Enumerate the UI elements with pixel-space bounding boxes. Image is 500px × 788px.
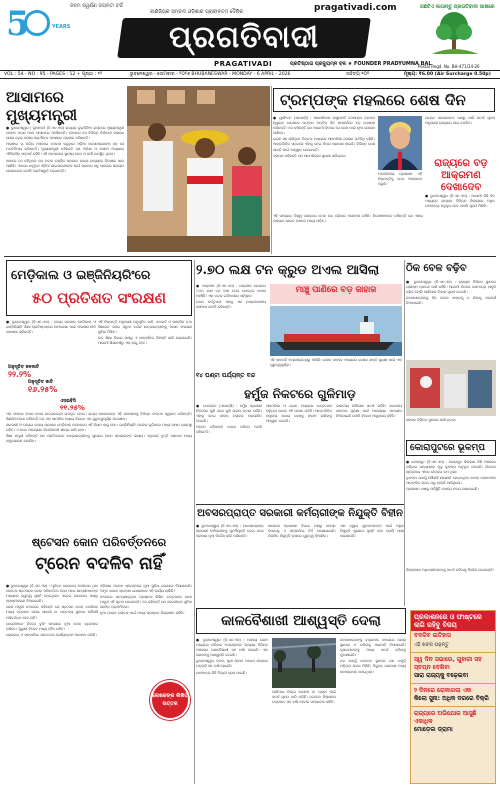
promo-item3-sub: ମୋଡ଼େଲ ଡ୍ରାମା (414, 726, 453, 733)
place-date: ଭୁବନେଶ୍ୱର - ସୋମବାର - ୨୦୨୬ BHUBANESWAR - MONDAY - 6 APRIL - 2026 (130, 72, 291, 77)
right1-caption: ସହରର ବିଭିନ୍ନ ସ୍ଥାନରେ ପାଣି ଛତ୍ର। (406, 418, 457, 422)
trump-headline: ଟ୍ରମ୍ପଙ୍କ ମହଲରେ ଶେଷ ଦିନ (273, 88, 495, 112)
promo-item1-title[interactable]: ସ୍ୱ ଦିନ ସଭାରେ, ଗୁହାରୀ ସହ ସ୍ବପ୍ନ ଦେଖିବା (414, 656, 482, 671)
newspaper-logo (117, 18, 371, 58)
oil-body-1: ● ପାରାଦୀପ (ବି.ଏନ.ଏସ) : ପାରାଦୀପ ବନ୍ଦରରେ ୨.୭୦ ଲକ୍ଷ ଟନ କଞ୍ଚା ତେଲ ବୋଝେଇ ଜାହାଜ ପହଞ୍ଚିଛି। ଏହା ବନ୍ଦର ଇତିହାସରେ ସର୍ବାଧିକ। ବନ୍ଦର କର୍ତ୍ତୃପକ୍ଷ ଏହାକୁ ଏକ ଉଲ୍ଲେଖନୀୟ ସଫଳତା ବୋଲି କହିଛନ୍ତି। (196, 284, 266, 310)
trump-body-mid: ଅମେରିକୀୟ ପ୍ରଶାସନ ଏହି ନିଷ୍ପତ୍ତିକୁ ନେଇ ଆଲୋଚନା କରୁଛି। (378, 172, 422, 187)
medical-body-2: ଏହି ନିଷ୍ପତ୍ତି ଅନୁଯାୟୀ ଅନୁସୂଚିତ ଜାତି, ଜନଜାତି ଓ ସାମାଜିକ ତଥା ଶିକ୍ଷାଗତ ଭାବେ ପଛୁଆ ବର୍ଗର ଛାତ୍ରଛାତ୍ରୀଙ୍କୁ ଆସନ ସଂରକ୍ଷଣ ସୁବିଧା ମିଳିବ। ଉଚ୍ଚ ଶିକ୍ଷା ବିଭାଗ ପକ୍ଷରୁ ଏ ସମ୍ପର୍କରେ ବିଜ୍ଞପ୍ତି ଜାରି କରାଯାଇଛି। ଆଗାମୀ ଶିକ୍ଷାବର୍ଷରୁ ଏହା ଲାଗୁ ହେବ। (98, 320, 192, 346)
right1-headline: ଠିକ ବେଳ ବଢ଼ିବ (406, 263, 467, 274)
tagline: ବାଣିଜ୍ୟିକ ସମ୍ବାଦ ଓଡ଼ିଶାର ପ୍ରାଚୀନତମ ଦୈନିକ (150, 9, 243, 15)
hormuz-headline: ହର୍ମୁଜ ନିକଟରେ ଗୁଳିମାଡ଼ (244, 387, 356, 401)
retired-body-2: ସାଧାରଣ ପ୍ରଶାସନ ବିଭାଗ ପକ୍ଷରୁ ସମସ୍ତ ବିଭାଗକୁ ଏ ସମ୍ପର୍କରେ ଚିଠି ଲେଖାଯାଇଛି। ନିୟମିତ ନିଯୁକ୍ତି ଉପରେ ଗୁରୁତ୍ୱ ଦିଆଯିବ। (268, 524, 336, 539)
promo-item2-sub: କିଲୋ ସୁନା: ଅଧିକ ଦରରେ ବିକ୍ରି (414, 695, 489, 702)
retired-body-3: ଏହା ଦ୍ୱାରା ଯୁବକମାନଙ୍କ ପାଇଁ ଅଧିକ ନିଯୁକ୍ତି ସୁଯୋଗ ସୃଷ୍ଟି ହେବ ବୋଲି ଆଶା କରାଯାଉଛି। (340, 524, 404, 539)
stat1-value: ୨୨.୨% (8, 370, 32, 379)
promo-item2-title[interactable]: ୨ ଦିନରେ ରୋକାଗଲା ଏକ (414, 687, 472, 694)
badge-ring-icon (24, 10, 50, 36)
assam-rally-photo (127, 86, 270, 252)
assam-body: ● ଭୁବନେଶ୍ୱର / ଗୁଆହାଟୀ (ବି.ଏନ.ଏସ) ରାଜ୍ୟର ଦୁଇଦିନିଆ ଗସ୍ତରେ ମୁଖ୍ୟମନ୍ତ୍ରୀ ମୋହନ ଚରଣ ମାଝୀ ଆସାମରେ ପହଞ୍ଚିଛନ୍ତି। ସେଠାରେ ସେ ବିଭିନ୍ନ ନିର୍ବାଚନୀ ସଭାରେ ଯୋଗ ଦେଇ ଦଳୀୟ ପ୍ରାର୍ଥୀଙ୍କ ସପକ୍ଷରେ ପ୍ରଚାର କରିଛନ୍ତି। ଆସାମର ଚା ବଗିଚା ଅଞ୍ଚଳରେ ବସବାସ କରୁଥିବା ଓଡ଼ିଆ ଜନସାଧାରଣଙ୍କ ସହ ସେ ମତବିନିମୟ କରିଛନ୍ତି। ମୁଖ୍ୟମନ୍ତ୍ରୀ କହିଛନ୍ତି ଯେ ଓଡ଼ିଶା ଓ ଆସାମ ମଧ୍ୟରେ ଐତିହାସିକ ସମ୍ପର୍କ ରହିଛି। ଏହି ଅବସରରେ ସ୍ଥାନୀୟ ନେତା ଓ କର୍ମୀ ଉପସ୍ଥିତ ଥିଲେ। ସଭାରେ ସେ କହିଥିଲେ ଯେ ଡବଲ ଇଞ୍ଜିନ ସରକାର ଉଭୟ ରାଜ୍ୟରେ ବିକାଶର ଧାରା ଆଣିଛି। ଏଠାରେ ରହୁଥିବା ଓଡ଼ିଆ ଭାଇଭଉଣୀଙ୍କ ପାଇଁ ସରକାର ସବୁ ପ୍ରକାର ସହାୟତା ଯୋଗାଇବେ ବୋଲି ପ୍ରତିଶ୍ରୁତି ଦେଇଛନ୍ତି। (6, 126, 124, 173)
retired-body-1: ● ଭୁବନେଶ୍ୱର (ବି.ଏନ.ଏସ) : ଅବସରପ୍ରାପ୍ତ ସରକାରୀ କର୍ମଚାରୀଙ୍କୁ ପୁନର୍ନିଯୁକ୍ତି ଦେବା ନେଇ ସରକାର ନୂଆ ନିର୍ଦ୍ଦେଶ ଜାରି କରିଛନ୍ତି। (196, 524, 264, 539)
stat3-label: ଏସଇବିସି (60, 399, 76, 404)
price: ମୂଲ୍ୟ: ₹6.00 (Air Surcharge 0.50p) (404, 72, 491, 77)
volume-info: VOL : 54 - NO : 95 - PAGES : 12 + ପୃଷ୍ଠା : ୧୨ (4, 72, 103, 77)
hormuz-small-head: ୧୪ ଘଣ୍ଟା ପର୍ଯ୍ୟନ୍ତ ବନ୍ଦ (196, 372, 256, 379)
postal-reg: Postal Regd. No. BH-471/24-26 (418, 64, 480, 69)
promo-item3-title[interactable]: ରାଜ୍ୟରେ ଅଭିଯୋଗ ଆସୁଛି ଏକାଧିକ (414, 710, 477, 725)
oil-body-2: ଏହି ଜାହାଜଟି ମଧ୍ୟପ୍ରାଚ୍ୟରୁ ଆସିଛି। ଇରାନ ସଙ୍କଟ ମଧ୍ୟରେ ଦେଶର ଶକ୍ତି ସୁରକ୍ଷା ପାଇଁ ଏହା ଗୁରୁତ୍ୱପୂର୍ଣ୍ଣ। (270, 358, 402, 368)
station-body-2: ଓଡ଼ିଶାର ଅନେକ ଷ୍ଟେସନରେ ନୂଆ ସୁବିଧା ଯୋଗାଇ ଦିଆଯାଉଛି। ଅମୃତ ଭାରତ ଷ୍ଟେସନ ଯୋଜନାରେ ଏହି କାର୍ଯ୍ୟ ଚାଲିଛି। ସଂସଦରେ ପଚରାଯାଇଥିବା ପ୍ରଶ୍ନର ଲିଖିତ ଉତ୍ତରରେ ରେଳ ମନ୍ତ୍ରୀ ଏହି ସୂଚନା ଦେଇଛନ୍ତି। ସେ କହିଛନ୍ତି ଯେ ଯାତ୍ରୀଙ୍କ ସୁବିଧା ସର୍ବୋଚ୍ଚ ପ୍ରାଥମିକତା। ନୂଆ ଟ୍ରେନ ଚଳାଚଳ ପାଇଁ ମଧ୍ୟ ପ୍ରସ୍ତାବ ବିଚାରାଧୀନ ରହିଛି। (100, 584, 192, 616)
koraput-body-2: ଜିଲ୍ଲାପାଳ ଅଧିକାରୀମାନଙ୍କୁ ସତର୍କ ରହିବାକୁ ନିର୍ଦ୍ଦେଶ ଦେଇଛନ୍ତି। (406, 568, 495, 572)
station-badge: ଲେଖକଙ୍କ ଲିଖିତ ଉତ୍ତର (150, 680, 190, 720)
promo-item1-sub: ସାରା ରାଜ୍ୟକୁ ବଢ଼େଇବା (414, 672, 469, 679)
hormuz-body-2: ଆମେରିକା ଓ ଇରାନ ମଧ୍ୟରେ ଉତ୍ତେଜନା ବଢ଼ିଥିବା ବେଳେ ଏହି ଘଟଣା ଘଟିଛି। ଆନ୍ତର୍ଜାତିକ ସମୁଦାୟ ଉଭୟ ଦେଶକୁ ସଂଯମ ରଖିବାକୁ ଆହ୍ୱାନ ଦେଇଛି। (266, 404, 332, 424)
logo-roman: PRAGATIVADI (214, 60, 273, 68)
medical-body-1: ● ଭୁବନେଶ୍ୱର (ବି.ଏନ.ଏସ) : ରାଜ୍ୟ ସରକାର ମେଡ଼ିକାଲ ଓ ଇଞ୍ଜିନିୟରିଂ ଶିକ୍ଷା ପ୍ରତିଷ୍ଠାନରେ ନାମଲେଖା ପାଇଁ ସଂରକ୍ଷଣ ନୀତି ଘୋଷଣା କରିଛନ୍ତି। (6, 320, 96, 335)
website[interactable]: pragativadi.com (314, 3, 397, 13)
sidebox-intro: କେନ୍ଦ୍ର ସରକାରଙ୍କ ପକ୍ଷରୁ ଜାରି ସତର୍କ ସୂଚନା ଅନୁଯାୟୀ ରାଜ୍ୟରେ ପାଗ ବଦଳିବ। (425, 116, 495, 126)
promo-line3: ଏହି ଖବର ପଢ଼ନ୍ତୁ (414, 642, 449, 648)
kalbaishakhi-body-2: ପାଣିପାଗ ବିଭାଗ ଆଗାମୀ ୪୮ ଘଣ୍ଟା ପାଇଁ ସତର୍କ ସୂଚନା ଜାରି କରିଛି। କେତେକ ଜିଲ୍ଲାରେ ବଜ୍ରପାତ ସହ ବର୍ଷା ହେବାର ସମ୍ଭାବନା ରହିଛି। (272, 690, 336, 705)
promo-line2: ବଦଳିବ ଇତିହାସ (414, 632, 451, 639)
tree-icon (418, 4, 496, 64)
promo-box (410, 610, 496, 784)
column-rule (404, 260, 405, 606)
masthead (0, 0, 500, 80)
medical-headline-b: ୫୦ ପ୍ରତିଶତ ସଂରକ୍ଷଣ (31, 289, 167, 307)
koraput-headline: କୋରାପୁଟରେ ଭୂକମ୍ପ (406, 440, 496, 456)
logo-text: ପ୍ରଗତିବାଦୀ (168, 20, 320, 55)
stat3 (60, 398, 100, 413)
stat3-value: ୧୧.୨୫% (60, 404, 85, 412)
badge-years: YEARS (52, 24, 71, 30)
tree-caption: ଗଛଟିଏ ଲଗାନ୍ତୁ ପ୍ରଗତିବାଦୀ ପାଖରେ (420, 4, 495, 10)
column-rule (271, 86, 272, 254)
edition: ସାହିତ୍ୟ ୧୦୨ (346, 72, 370, 77)
stat2-label: ଅନୁସୂଚିତ ଜାତି (28, 380, 53, 385)
kalbaishakhi-photo (272, 638, 336, 688)
founder-line: ପ୍ରତିଷ୍ଠାତା ପ୍ରଦ୍ୟୁମ୍ନ ବଳ ★ FOUNDER PRADYUMNA BAL (290, 61, 432, 67)
medical-headline-box (6, 260, 192, 316)
kalbaishakhi-headline: କାଳବୈଶାଖୀ ଆଶ୍ୱସ୍ତି ଦେଲା (196, 608, 406, 634)
fifty-years-badge (6, 4, 71, 48)
kalbaishakhi-body-1: ● ଭୁବନେଶ୍ୱର (ବି.ଏନ.ଏସ) : ଅସହ୍ୟ ଗରମ ମଧ୍ୟରେ ରବିବାର ଅପରାହ୍ନରେ ରାଜ୍ୟର ବିଭିନ୍ନ ଅଞ୍ଚଳରେ କାଳବୈଶାଖୀ ସହ ବର୍ଷା ହୋଇଛି। ଏହା ଲୋକଙ୍କୁ ଆଶ୍ୱସ୍ତି ଦେଇଛି। ଭୁବନେଶ୍ୱର, କଟକ, ପୁରୀ ସମେତ ଅନେକ ସହରରେ ଘଡ଼ଘଡ଼ି ସହ ବର୍ଷା ହୋଇଛି। ତାପମାତ୍ରା କିଛି ଡିଗ୍ରୀ ହ୍ରାସ ପାଇଛି। (196, 638, 268, 675)
column-rule (194, 260, 195, 784)
hormuz-body-1: ● ତେହେରାନ (ଏଜେନ୍ସି) : ହର୍ମୁଜ ପ୍ରଣାଳୀ ନିକଟରେ ପୁଣି ଥରେ ଗୁଳି ଚାଳନା ଘଟଣା ଘଟିଛି। ଏହାକୁ ନେଇ ଜାହାଜ ଚଳାଚଳ ପ୍ରଭାବିତ ହୋଇଛି। ଅନେକ ତୈଳବାହୀ ଜାହାଜ ମଝିରେ ଅଟକି ରହିଛନ୍ତି। (196, 404, 262, 435)
station-body-1: ● ଭୁବନେଶ୍ୱର (ବି.ଏନ.ଏସ) : ପୂର୍ବତଟ ରେଳବାଇ ଅଧୀନରେ ଥିବା କେତେକ ଷ୍ଟେସନର କୋଡ଼ ପରିବର୍ତ୍ତନ ହେବା ପରେ ଯାତ୍ରୀମାନଙ୍କ ମଧ୍ୟରେ ଦ୍ୱନ୍ଦ୍ୱ ସୃଷ୍ଟି ହୋଇଥିଲା। ଏନେଇ ରେଳବାଇ ପକ୍ଷରୁ ସ୍ପଷ୍ଟୀକରଣ ଦିଆଯାଇଛି। ରେଳ ମନ୍ତ୍ରୀ ସଂସଦରେ କହିଛନ୍ତି ଯେ ଷ୍ଟେସନ କୋଡ଼ ବଦଳିଲେ ମଧ୍ୟ ଟ୍ରେନର ସମୟ ସାରଣୀ ବା ଗନ୍ତବ୍ୟ ସ୍ଥଳରେ କୌଣସି ପରିବର୍ତ୍ତନ ହେବ ନାହିଁ। ଯାତ୍ରୀମାନେ ଟିକେଟ ବୁକିଂ ସମୟରେ ନୂଆ କୋଡ଼ ବ୍ୟବହାର କରିବେ। ପୁରୁଣା ଟିକେଟ ମଧ୍ୟ ବୈଧ ରହିବ। ରେଳବାଇ ଏ ସମ୍ପର୍କରେ ସଚେତନତା କାର୍ଯ୍ୟକ୍ରମ ଆରମ୍ଭ କରିଛି। (6, 584, 98, 637)
station-headline-b: ଟ୍ରେନ ବଦଳିବ ନାହିଁ (35, 554, 163, 574)
trump-body-bottom: ଏହି ସମୟରେ ବିଶ୍ୱ ବଜାରରେ ତେଲ ଦର ବଢ଼ିବାର ଆଶଙ୍କା ରହିଛି। ବିଶେଷଜ୍ଞମାନେ କହିଛନ୍ତି ଯେ ଏହାର ପ୍ରଭାବ ଭାରତ ଉପରେ ମଧ୍ୟ ପଡ଼ିବ। (273, 214, 423, 224)
topline: ଜନ୍ମ ସ୍ୱର୍ଣ୍ଣ ଜୟନ୍ତୀ ବର୍ଷ (70, 3, 123, 9)
trump-body-left: ● ୱାଶିଂଟନ (ଏଜେନ୍ସି) : ଆମେରିକାର ରାଷ୍ଟ୍ରପତି ଡୋନାଲ୍ଡ ଟ୍ରମ୍ପ ହ୍ୱାଇଟ ହାଉସରେ ତାଙ୍କର ଅନ୍ତିମ ଦିନ ସମ୍ପର୍କରେ ବଡ଼ ଘୋଷଣା କରିଛନ୍ତି। ସେ କହିଛନ୍ତି ଯେ ଆଗାମୀ ଦିନରେ ସେ ଦେଶ ପାଇଁ ନୂଆ ଯୋଜନା ଆଣିବେ। ଇରାନ ସହ ଚାଲିଥିବା ତିକ୍ତତା ମଧ୍ୟରେ ଆମେରିକା ସେନାର ଗତିବିଧି ବଢ଼ିଛି। ଆନ୍ତର୍ଜାତିକ ସ୍ତରରେ ଏହାକୁ ନେଇ ଚିନ୍ତା ପ୍ରକାଶ ପାଇଛି। ବିଭିନ୍ନ ଦେଶ ଶାନ୍ତି ପାଇଁ ଆହ୍ୱାନ ଦେଇଛନ୍ତି। ଟ୍ରମ୍ପ କହିଛନ୍ତି ଯେ ଆମେରିକାର ସୁରକ୍ଷା ସର୍ବାଗ୍ରେ। (273, 116, 375, 158)
divider (4, 256, 496, 257)
oil-tanker-photo (270, 306, 402, 356)
promo-line1: ପ୍ରକାଶନରେ ଓ ଫାଷ୍ଟରେ ଲାଗି ରହିବୁ ବିଜୟ (411, 611, 495, 631)
retired-headline: ଅବସରପ୍ରାପ୍ତ ସରକାରୀ କର୍ମଚାରୀଙ୍କ ନିଯୁକ୍ତି ବିହୀନ (196, 504, 404, 521)
sidebox-headline: ରାଜ୍ୟରେ ବଡ଼ ଆକ୍ରମଣ ଦେଖାଦେବ (434, 158, 488, 193)
koraput-body: ● କୋରାପୁଟ (ବି.ଏନ.ଏସ) : କୋରାପୁଟ ଜିଲ୍ଲାର କିଛି ଅଞ୍ଚଳରେ ରବିବାର ସନ୍ଧ୍ୟାରେ ମୃଦୁ ଭୂକମ୍ପ ଅନୁଭୂତ ହୋଇଛି। ରିକ୍ଟର ସ୍କେଲରେ ଏହାର ତୀବ୍ରତା କମ ଥିଲା। ଭୂକମ୍ପ ଯୋଗୁଁ କୌଣସି କ୍ଷୟକ୍ଷତି ହୋଇନଥିବା ବେଳେ ଲୋକମାନେ ଆତଙ୍କିତ ହୋଇ ଘରୁ ବାହାରି ଆସିଥିଲେ। ପ୍ରଶାସନ ପକ୍ଷରୁ ପରିସ୍ଥିତି ଉପରେ ନଜର ରଖାଯାଇଛି। (406, 460, 496, 492)
trump-photo (378, 116, 422, 170)
right1-photo (406, 360, 496, 416)
medical-body-3: ଏହା ଫଳରେ ହଜାର ହଜାର ଛାତ୍ରଛାତ୍ରୀ ଉପକୃତ ହେବେ। ରାଜ୍ୟ ସରକାରଙ୍କ ଏହି ପଦକ୍ଷେପକୁ ବିଭିନ୍ନ ସଂଗଠନ ସ୍ୱାଗତ କରିଛନ୍ତି। ଶିକ୍ଷାବିତମାନେ କହିଛନ୍ତି ଯେ ଏହା ସାମାଜିକ ନ୍ୟାୟ ଦିଗରେ ଏକ ଗୁରୁତ୍ୱପୂର୍ଣ୍ଣ ପଦକ୍ଷେପ। ସରକାରୀ ଓ ଘରୋଇ ଉଭୟ ପ୍ରକାର ମେଡ଼ିକାଲ କଲେଜରେ ଏହି ନିୟମ ଲାଗୁ ହେବ। ଇଞ୍ଜିନିୟରିଂ କଲେଜ ଗୁଡ଼ିକରେ ମଧ୍ୟ ସମାନ ବ୍ୟବସ୍ଥା ରହିବ। ଏ ନେଇ ଆବଶ୍ୟକ ନିର୍ଦ୍ଦେଶାବଳୀ ଶୀଘ୍ର ଜାରି ହେବ। ଶିକ୍ଷା ମନ୍ତ୍ରୀ କହିଛନ୍ତି ଯେ ପ୍ରତିଭାବାନ ଛାତ୍ରଛାତ୍ରୀଙ୍କୁ ସୁଯୋଗ ଦେବା ସରକାରଙ୍କ ଲକ୍ଷ୍ୟ। ଏଥିପାଇଁ ବୃତ୍ତି ଯୋଜନା ମଧ୍ୟ ସମ୍ପ୍ରସାରଣ କରାଯିବ। (6, 412, 192, 444)
assam-headline: ଆସାମରେ ମୁଖ୍ୟମନ୍ତ୍ରୀ (6, 88, 78, 124)
sidebox-body: ● ଭୁବନେଶ୍ୱର (ବି.ଏନ.ଏସ) : ଆଗାମୀ କିଛି ଦିନ ମଧ୍ୟରେ ରାଜ୍ୟର ବିଭିନ୍ନ ଜିଲ୍ଲାରେ ଅଧିକ ତାପମାତ୍ରା ଅନୁଭୂତ ହେବ ବୋଲି ସୂଚନା ମିଳିଛି। (425, 194, 495, 209)
station-headline-a: ଷ୍ଟେସନ କୋନ ପରିବର୍ତ୍ତନରେ (31, 535, 167, 549)
kalbaishakhi-body-3: ଜନସାଧାରଣଙ୍କୁ ବଜ୍ରପାତ ସମୟରେ ଖୋଲା ସ୍ଥାନରେ ନ ରହିବାକୁ ପରାମର୍ଶ ଦିଆଯାଇଛି। କୃଷକମାନଙ୍କୁ ମଧ୍ୟ ସତର୍କ ରହିବାକୁ କୁହାଯାଇଛି। ଝଡ଼ ଯୋଗୁଁ କେତେକ ସ୍ଥାନରେ ଗଛ ଉପୁଡ଼ି ପଡ଼ିଥିବା ଖବର ମିଳିଛି। ବିଦ୍ୟୁତ ଯୋଗାଣ ମଧ୍ୟ ବାଧାପ୍ରାପ୍ତ ହୋଇଥିଲା। (340, 638, 406, 674)
oil-pink-headline: ମାଞ୍ଚୁ ପାଣିରେ ବଡ଼ ଜାହାଜ (270, 284, 402, 304)
right1-body: ● ଭୁବନେଶ୍ୱର (ବି.ଏନ.ଏସ) : ରାଜ୍ୟର ବିଭିନ୍ନ ସ୍ଥାନରେ ଗ୍ରୀଷ୍ମ ପ୍ରବାହ ଜାରି ରହିଛି। ଆଗାମୀ ଦିନରେ ତାପମାତ୍ରା ଆହୁରି ବଢ଼ିବ ବୋଲି ପାଣିପାଗ ବିଭାଗ ସୂଚନା ଦେଇଛି। ଜନସାଧାରଣଙ୍କୁ ଦିନ ବେଳେ ବାହାରକୁ ନ ଯିବାକୁ ପରାମର୍ଶ ଦିଆଯାଇଛି। (406, 280, 496, 306)
stat1-label: ଅନୁସୂଚିତ ଜନଜାତି (8, 365, 40, 370)
hormuz-body-3: ଭାରତୀୟ ନୌସେନା ସତର୍କ ରହିଛି। ଭାରତୀୟ ଜାହାଜର ସୁରକ୍ଷା ପାଇଁ ଆବଶ୍ୟକ ପଦକ୍ଷେପ ନିଆଯାଇଛି ବୋଲି ବିଦେଶ ମନ୍ତ୍ରାଳୟ କହିଛି। (336, 404, 402, 419)
medical-stats (8, 364, 94, 402)
stat2-value: ୧୬.୨୫% (28, 385, 58, 394)
oil-headline: ୨.୭୦ ଲକ୍ଷ ଟନ କ୍ରୁଡ ଅଏଲ ଆସିଲା (196, 263, 380, 278)
medical-headline-a: ମେଡ଼ିକାଲ ଓ ଇଞ୍ଜିନିୟରିଂରେ (11, 267, 151, 282)
badge-number: 5 (6, 4, 30, 44)
